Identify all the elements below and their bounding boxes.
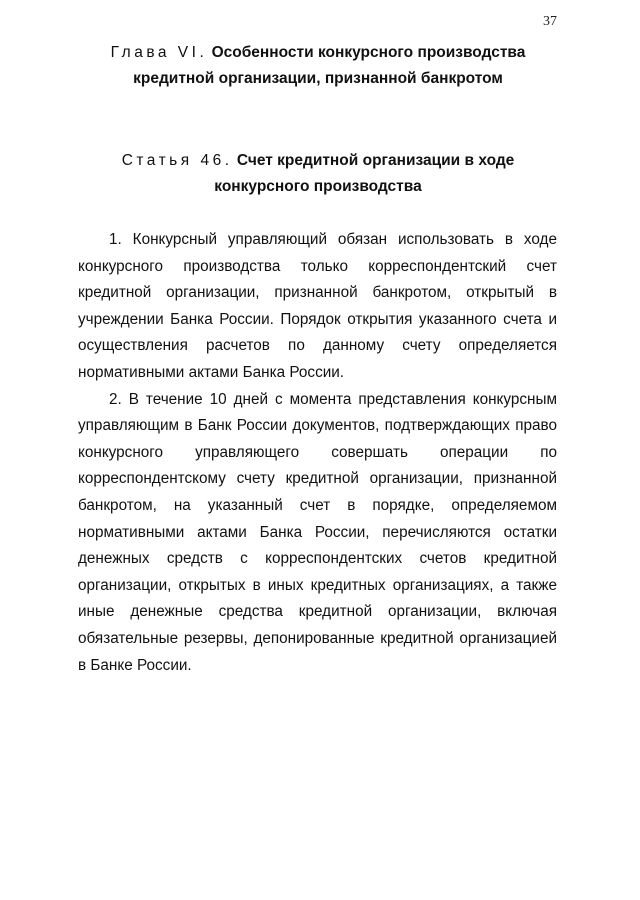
chapter-title: Особенности конкурсного производства кредитной организации, признанной банкротом [133,44,526,87]
page-number: 37 [543,14,557,29]
chapter-prefix: Глава VI. [110,44,208,61]
article-title: Счет кредитной организации в ходе конкурсного производства [214,152,515,195]
chapter-heading [78,40,558,92]
paragraph-1: 1. Конкурсный управляющий обязан использовать в ходе конкурсного производства только корреспондентский счет кредитной организации, признанной банкротом, открытый в учреждении Банка России. Порядок открытия указанного счета и осуществления расчетов по данному счету определяется нормативными актами Банка России. [78,231,557,381]
article-prefix: Статья 46. [121,152,233,169]
paragraph-2: 2. В течение 10 дней с момента представления конкурсным управляющим в Банк России документов, подтверждающих право конкурсного управляющего совершать операции по корреспондентскому счету кредитной организации, признанной банкротом, на указанный счет в порядке, определяемом нормативными актами Банка России, перечисляются остатки денежных средств с корреспондентских счетов кредитной организации, открытых в иных кредитных организациях, а также иные денежные средства кредитной организации, включая обязательные резервы, депонированные кредитной организацией в Банке России. [78,390,557,674]
article-heading [78,148,558,200]
article-body [78,227,557,679]
